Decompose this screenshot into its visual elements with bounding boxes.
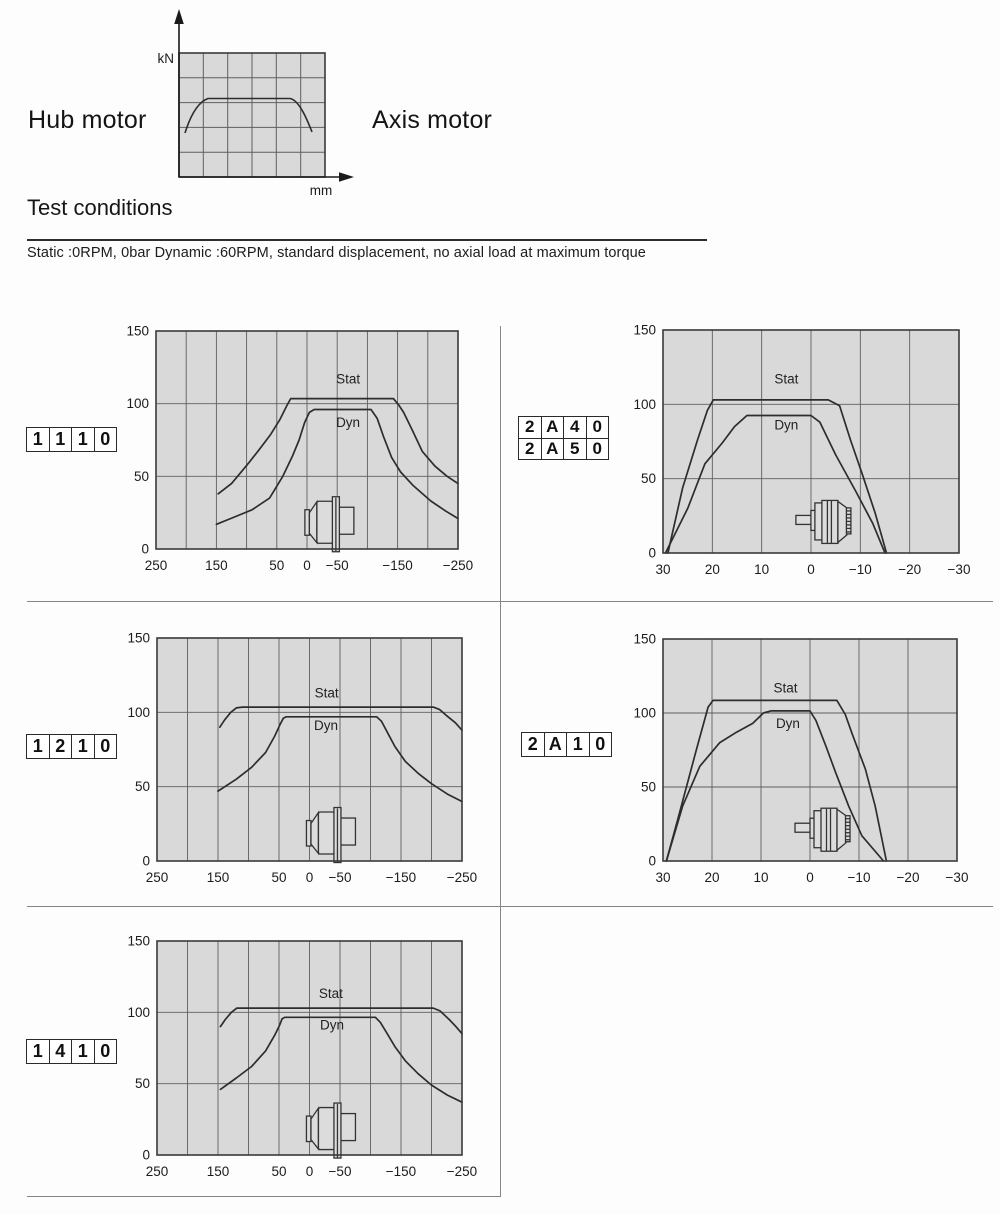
y-tick-labels: [633, 323, 656, 561]
vertical-divider: [500, 326, 501, 1197]
model-digit: 1: [566, 733, 589, 756]
x-tick-label: −50: [325, 558, 349, 573]
x-tick-labels: [655, 870, 968, 885]
x-tick-label: −50: [328, 870, 352, 885]
y-tick-label: 150: [633, 322, 656, 338]
x-tick-label: −20: [896, 870, 920, 885]
y-tick-label: 100: [633, 705, 656, 721]
series-label-stat: Stat: [774, 371, 799, 387]
y-tick-label: 50: [640, 779, 656, 795]
x-tick-label: −150: [385, 870, 417, 885]
x-tick-label: 250: [145, 870, 169, 885]
y-tick-label: 0: [142, 853, 150, 869]
model-digit: 0: [94, 1040, 117, 1063]
series-label-dyn: Dyn: [774, 417, 799, 433]
x-tick-label: −10: [848, 562, 872, 577]
series-label-dyn: Dyn: [313, 718, 338, 734]
x-tick-label: −150: [382, 558, 413, 573]
x-tick-label: 50: [271, 1164, 287, 1179]
horizontal-divider-2: [27, 906, 993, 907]
x-tick-label: −250: [446, 1164, 478, 1179]
hub-motor-label: Hub motor: [28, 106, 147, 134]
y-tick-labels: [126, 324, 149, 557]
horizontal-divider-1: [27, 601, 993, 602]
model-code-2A10: [521, 732, 612, 757]
x-tick-label: 20: [704, 870, 720, 885]
y-tick-label: 50: [134, 1076, 150, 1092]
right-arrow-icon: [339, 172, 354, 181]
model-digit: 2: [49, 735, 72, 758]
series-label-stat: Stat: [318, 986, 343, 1002]
series-label-stat: Stat: [336, 371, 361, 387]
y-tick-labels: [633, 632, 656, 869]
series-label-stat: Stat: [773, 680, 798, 696]
y-tick-label: 150: [633, 631, 656, 647]
x-tick-label: 50: [271, 870, 287, 885]
x-tick-label: 250: [144, 558, 168, 573]
model-digit: 1: [32, 1041, 43, 1061]
model-digit: 1: [32, 736, 43, 756]
test-conditions-text: Static :0RPM, 0bar Dynamic :60RPM, standard displacement, no axial load at maximum torque: [27, 245, 646, 261]
model-digit: 0: [589, 733, 612, 756]
x-tick-label: −30: [945, 870, 969, 885]
x-tick-label: −20: [898, 562, 922, 577]
model-code-2A40-2A50: [518, 416, 609, 460]
x-tick-label: 10: [753, 870, 769, 885]
model-digit: 5: [563, 439, 586, 460]
x-tick-labels: [146, 870, 477, 885]
load-chart-1410: [115, 929, 480, 1191]
model-digit: 1: [49, 428, 72, 451]
y-tick-label: 50: [133, 468, 149, 484]
y-tick-label: 150: [127, 933, 150, 949]
model-code-row: [27, 428, 116, 451]
x-tick-label: 10: [754, 562, 770, 577]
model-digit: A: [541, 417, 564, 438]
x-tick-label: 150: [206, 1164, 230, 1179]
x-tick-labels: [146, 1164, 477, 1179]
series-label-dyn: Dyn: [336, 414, 361, 430]
model-digit: 1: [71, 428, 94, 451]
load-chart-2A40-2A50: [621, 318, 977, 589]
model-digit: 0: [94, 735, 117, 758]
model-digit: 2: [527, 734, 538, 754]
x-tick-label: −150: [385, 1164, 417, 1179]
series-label-stat: Stat: [314, 685, 339, 701]
model-digit: 2: [525, 438, 535, 458]
y-tick-label: 100: [126, 396, 149, 412]
y-tick-label: 0: [142, 1147, 150, 1163]
y-tick-label: 0: [648, 853, 656, 869]
model-digit: 1: [32, 429, 43, 449]
y-tick-label: 100: [633, 396, 656, 412]
x-tick-label: 0: [305, 1164, 314, 1179]
model-code-row: [519, 438, 608, 460]
mini-x-unit-label: mm: [309, 183, 333, 198]
x-tick-labels: [145, 558, 473, 573]
x-tick-label: −250: [442, 558, 474, 573]
mini-y-unit-label: kN: [157, 51, 174, 66]
x-tick-label: 0: [305, 870, 314, 885]
axis-motor-label: Axis motor: [372, 106, 493, 134]
x-tick-labels: [655, 562, 970, 577]
x-tick-label: 250: [145, 1164, 169, 1179]
series-label-dyn: Dyn: [320, 1017, 345, 1033]
load-chart-1210: [115, 626, 480, 897]
x-tick-label: 150: [206, 870, 230, 885]
horizontal-divider-3: [27, 1196, 501, 1197]
y-tick-label: 50: [640, 471, 656, 487]
y-tick-label: 0: [648, 545, 656, 561]
title-underline: [27, 239, 707, 241]
x-tick-label: 30: [655, 562, 671, 577]
up-arrow-icon: [174, 9, 184, 24]
load-chart-2A10: [621, 627, 975, 897]
model-digit: A: [544, 733, 567, 756]
model-code-row: [27, 1040, 116, 1063]
model-digit: 2: [525, 417, 535, 437]
x-tick-label: 0: [303, 558, 311, 573]
model-code-row: [522, 733, 611, 756]
x-tick-label: −250: [446, 870, 478, 885]
model-code-row: [519, 417, 608, 438]
x-tick-label: 0: [807, 562, 815, 577]
model-code-1410: [26, 1039, 117, 1064]
x-tick-label: 20: [704, 562, 720, 577]
x-tick-label: 50: [269, 558, 285, 573]
x-tick-label: 30: [655, 870, 671, 885]
y-tick-label: 150: [126, 323, 149, 339]
y-tick-label: 0: [141, 541, 149, 557]
series-label-dyn: Dyn: [775, 715, 800, 731]
model-digit: 4: [563, 417, 586, 438]
load-chart-1110: [114, 319, 476, 585]
model-code-1110: [26, 427, 117, 452]
x-tick-label: 150: [205, 558, 228, 573]
y-tick-label: 100: [127, 704, 150, 720]
x-tick-label: −30: [947, 562, 971, 577]
test-conditions-title: Test conditions: [27, 195, 173, 220]
model-digit: 0: [586, 439, 609, 460]
y-tick-label: 150: [127, 630, 150, 646]
model-code-row: [27, 735, 116, 758]
model-digit: 4: [49, 1040, 72, 1063]
model-digit: 1: [71, 735, 94, 758]
x-tick-label: −50: [328, 1164, 352, 1179]
load-diagram-thumbnail: [148, 6, 363, 206]
model-digit: 1: [71, 1040, 94, 1063]
x-tick-label: −10: [847, 870, 871, 885]
model-code-1210: [26, 734, 117, 759]
x-tick-label: 0: [806, 870, 814, 885]
model-digit: 0: [94, 428, 117, 451]
model-digit: A: [541, 439, 564, 460]
model-digit: 0: [586, 417, 609, 438]
y-tick-labels: [127, 631, 150, 869]
y-tick-label: 50: [134, 779, 150, 795]
y-tick-labels: [127, 934, 150, 1163]
y-tick-label: 100: [127, 1004, 150, 1020]
